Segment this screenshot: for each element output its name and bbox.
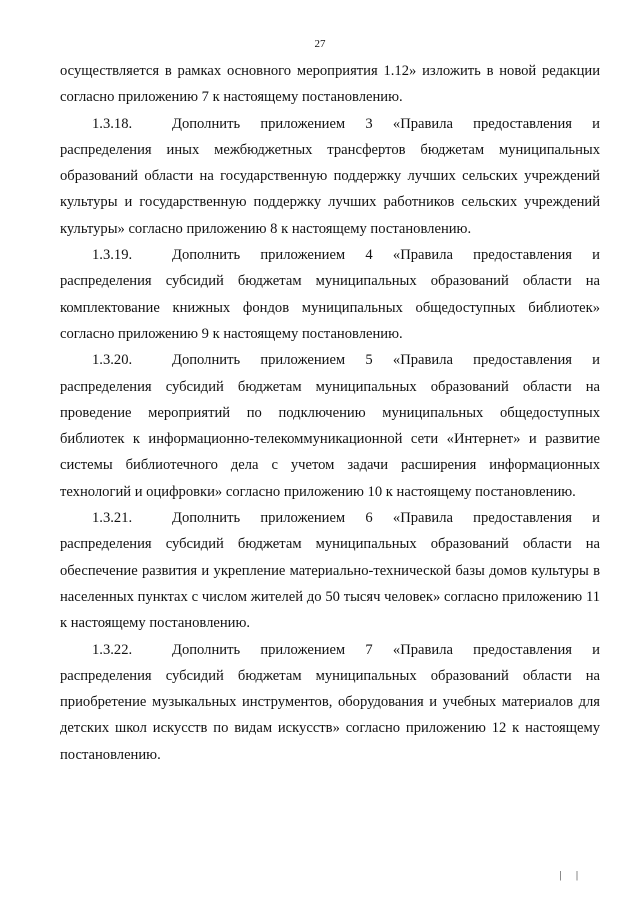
paragraph-continuation — [60, 58, 600, 111]
paragraph-text: Дополнить приложением 7 «Правила предоставления и распределения субсидий бюджетам муниципальных образований области на приобретение музыкальных инструментов, оборудования и учебных материалов для детских школ искусств по видам искусств» согласно приложению 12 к настоящему постановлению. — [60, 641, 600, 763]
paragraph-1-3-18 — [60, 111, 600, 242]
paragraph-1-3-20 — [60, 347, 600, 505]
paragraph-1-3-19 — [60, 242, 600, 347]
paragraph-1-3-21 — [60, 505, 600, 636]
paragraph-text: Дополнить приложением 3 «Правила предоставления и распределения иных межбюджетных трансфертов бюджетам муниципальных образований области на государственную поддержку лучших сельских учреждений культуры и государственную поддержку лучших работников сельских учреждений культуры» согласно приложению 8 к настоящему постановлению. — [60, 115, 600, 237]
footer-marks: | | — [559, 870, 584, 881]
paragraph-number: 1.3.20. — [92, 352, 133, 369]
document-body — [60, 58, 600, 768]
paragraph-text: Дополнить приложением 5 «Правила предоставления и распределения субсидий бюджетам муниципальных образований области на проведение мероприятий по подключению муниципальных общедоступных библиотек к информационно-телекоммуникационной сети «Интернет» и развитие системы библиотечного дела с учетом задачи расширения информационных технологий и оцифровки» согласно приложению 10 к настоящему постановлению. — [60, 352, 600, 500]
paragraph-number: 1.3.19. — [92, 247, 133, 264]
paragraph-number: 1.3.21. — [92, 510, 133, 527]
paragraph-text: Дополнить приложением 4 «Правила предоставления и распределения субсидий бюджетам муниципальных образований области на комплектование книжных фондов муниципальных общедоступных библиотек» согласно приложению 9 к настоящему постановлению. — [60, 247, 600, 342]
paragraph-number: 1.3.22. — [92, 641, 133, 658]
paragraph-text: Дополнить приложением 6 «Правила предоставления и распределения субсидий бюджетам муниципальных образований области на обеспечение развития и укрепление материально-технической базы домов культуры в населенных пунктах с числом жителей до 50 тысяч человек» согласно приложению 11 к настоящему постановлению. — [60, 510, 600, 632]
paragraph-text: осуществляется в рамках основного мероприятия 1.12» изложить в новой редакции согласно приложению 7 к настоящему постановлению. — [60, 63, 600, 106]
paragraph-number: 1.3.18. — [92, 115, 133, 132]
paragraph-1-3-22 — [60, 637, 600, 768]
page-number: 27 — [314, 38, 326, 50]
